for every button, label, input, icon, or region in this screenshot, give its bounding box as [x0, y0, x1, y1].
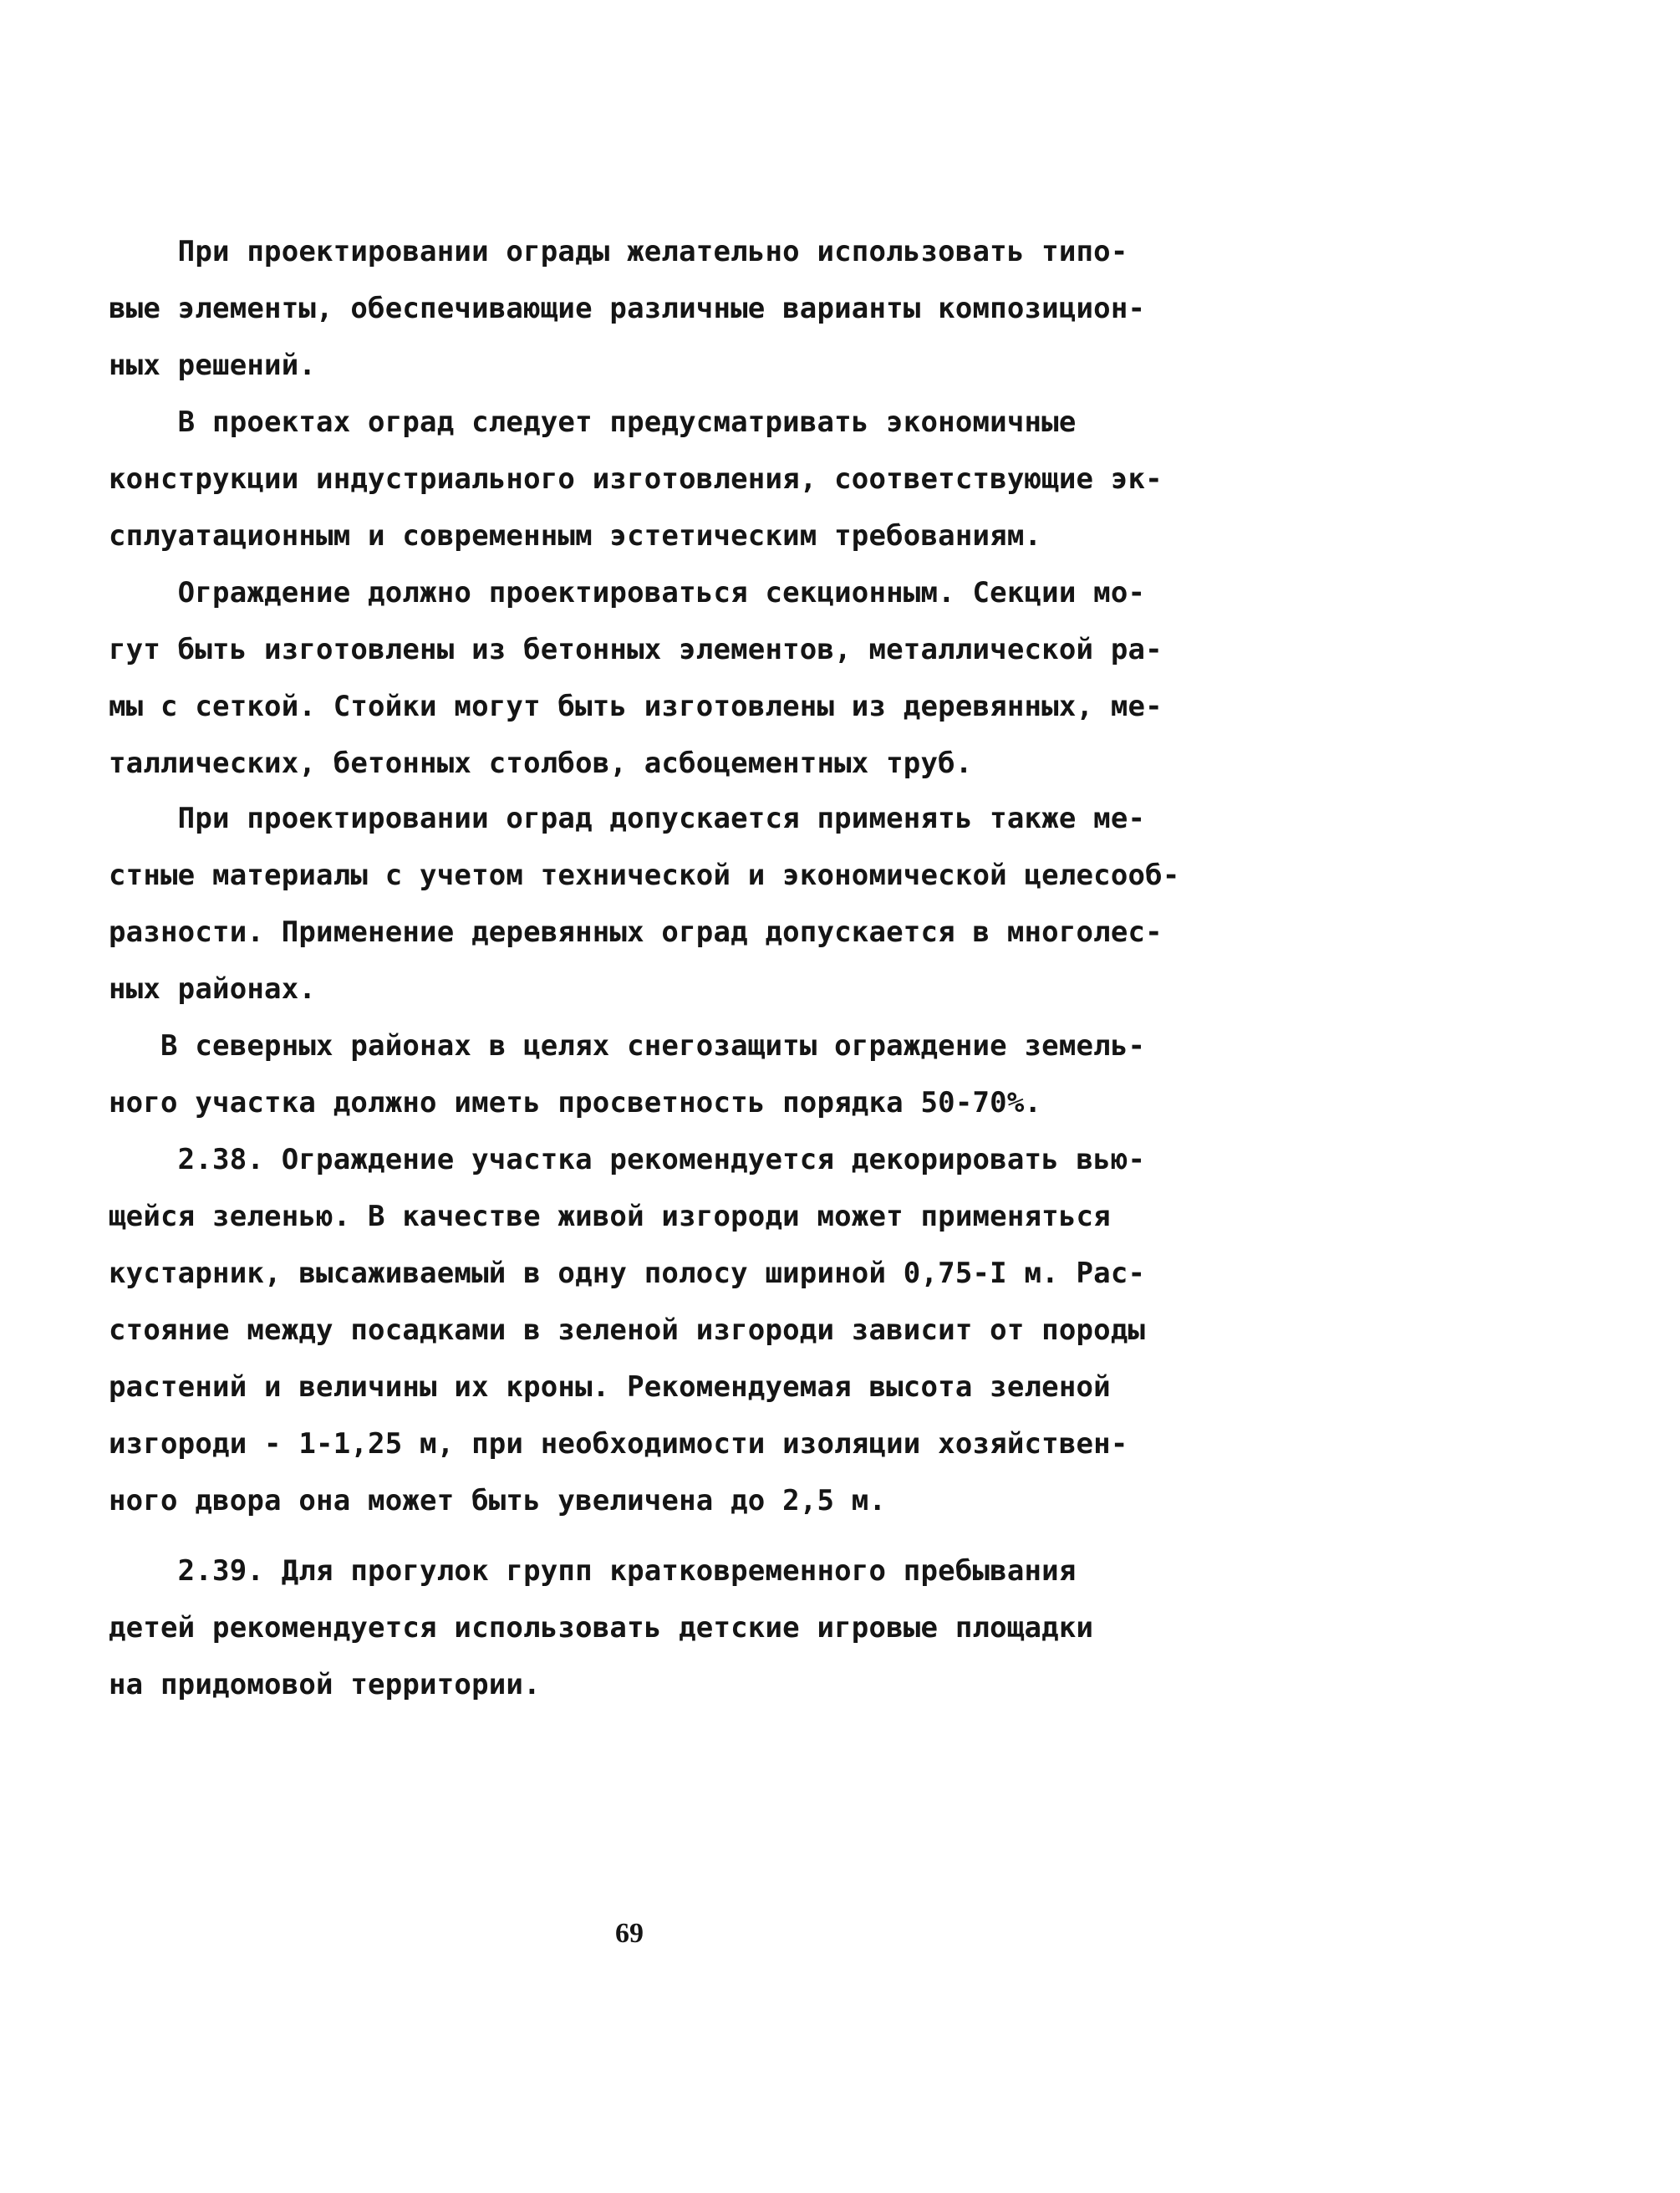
text-line: При проектировании оград допускается применять также ме-	[109, 802, 1146, 835]
text-line: щейся зеленью. В качестве живой изгороди может применяться	[109, 1200, 1111, 1233]
text-line: мы с сеткой. Стойки могут быть изготовлены из деревянных, ме-	[109, 690, 1163, 723]
text-line: В северных районах в целях снегозащиты ограждение земель-	[109, 1029, 1146, 1063]
text-line: сплуатационным и современным эстетическим требованиям.	[109, 519, 1042, 553]
text-line: ного двора она может быть увеличена до 2,5 м.	[109, 1484, 887, 1517]
text-line: При проектировании ограды желательно использовать типо-	[109, 235, 1128, 268]
text-line: разности. Применение деревянных оград допускается в многолес-	[109, 915, 1163, 949]
text-line: растений и величины их кроны. Рекомендуемая высота зеленой	[109, 1370, 1111, 1404]
text-line: 2.39. Для прогулок групп кратковременного пребывания	[109, 1554, 1077, 1588]
text-line: 2.38. Ограждение участка рекомендуется декорировать вью-	[109, 1143, 1146, 1176]
text-line: таллических, бетонных столбов, асбоцементных труб.	[109, 747, 973, 780]
text-line: ных решений.	[109, 349, 317, 382]
page-number: 69	[615, 1918, 644, 1949]
text-line: кустарник, высаживаемый в одну полосу шириной 0,75-I м. Рас-	[109, 1257, 1146, 1290]
text-line: гут быть изготовлены из бетонных элементов, металлической ра-	[109, 633, 1163, 666]
text-line: ных районах.	[109, 972, 317, 1006]
text-line: конструкции индустриального изготовления, соответствующие эк-	[109, 462, 1163, 496]
text-line: стные материалы с учетом технической и экономической целесооб-	[109, 859, 1180, 892]
text-line: детей рекомендуется использовать детские игровые площадки	[109, 1611, 1094, 1645]
text-line: вые элементы, обеспечивающие различные варианты композицион-	[109, 292, 1146, 325]
text-line: В проектах оград следует предусматривать экономичные	[109, 405, 1077, 439]
text-line: Ограждение должно проектироваться секционным. Секции мо-	[109, 576, 1146, 609]
text-line: ного участка должно иметь просветность порядка 50-70%.	[109, 1086, 1042, 1119]
text-line: изгороди - 1-1,25 м, при необходимости изоляции хозяйствен-	[109, 1427, 1128, 1461]
text-line: на придомовой территории.	[109, 1668, 541, 1701]
text-line: стояние между посадками в зеленой изгороди зависит от породы	[109, 1313, 1146, 1347]
